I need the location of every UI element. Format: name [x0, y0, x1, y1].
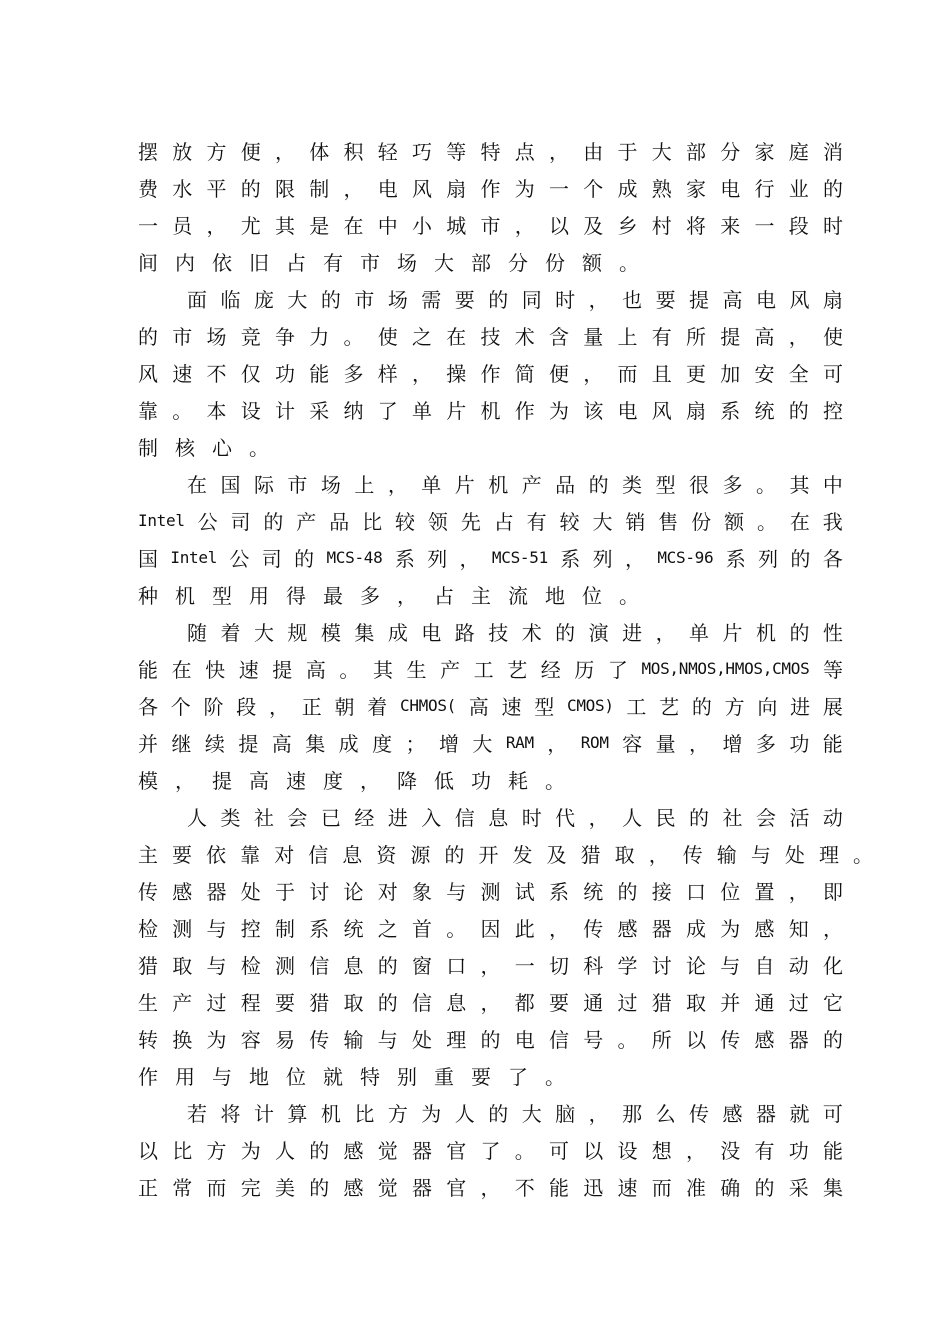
text-line: 各 个 阶 段 ， 正 朝 着 CHMOS( 高 速 型 CMOS) 工 艺 的 方 向 进 展 — [138, 695, 843, 719]
text-line: 间 内 依 旧 占 有 市 场 大 部 分 份 额 。 — [138, 251, 639, 275]
text-line: 风 速 不 仅 功 能 多 样 ， 操 作 简 便 ， 而 且 更 加 安 全 可 — [138, 362, 843, 386]
text-line: 种 机 型 用 得 最 多 ， 占 主 流 地 位 。 — [138, 584, 639, 608]
text-line: 在 国 际 市 场 上 ， 单 片 机 产 品 的 类 型 很 多 。 其 中 — [187, 473, 843, 497]
text-line: 摆 放 方 便 ， 体 积 轻 巧 等 特 点 ， 由 于 大 部 分 家 庭 消 — [138, 140, 843, 164]
text-line: 的 市 场 竞 争 力 。 使 之 在 技 术 含 量 上 有 所 提 高 ， 使 — [138, 325, 843, 349]
text-line: 以 比 方 为 人 的 感 觉 器 官 了 。 可 以 设 想 ， 没 有 功 能 — [138, 1139, 843, 1163]
text-line: 能 在 快 速 提 高 。 其 生 产 工 艺 经 历 了 MOS,NMOS,HMOS,CMOS 等 — [138, 658, 843, 682]
text-line: 检 测 与 控 制 系 统 之 首 。 因 此 ， 传 感 器 成 为 感 知 ， — [138, 917, 843, 941]
text-line: 并 继 续 提 高 集 成 度 ； 增 大 RAM ， ROM 容 量 ， 增 多 功 能 — [138, 732, 843, 756]
text-line: Intel 公 司 的 产 品 比 较 领 先 占 有 较 大 销 售 份 额 。 在 我 — [138, 510, 843, 534]
text-line: 正 常 而 完 美 的 感 觉 器 官 ， 不 能 迅 速 而 准 确 的 采 集 — [138, 1176, 843, 1200]
text-line: 模 ， 提 高 速 度 ， 降 低 功 耗 。 — [138, 769, 565, 793]
text-line: 随 着 大 规 模 集 成 电 路 技 术 的 演 进 ， 单 片 机 的 性 — [187, 621, 843, 645]
text-line: 主 要 依 靠 对 信 息 资 源 的 开 发 及 猎 取 ， 传 输 与 处 理 。 — [138, 843, 873, 867]
text-line: 传 感 器 处 于 讨 论 对 象 与 测 试 系 统 的 接 口 位 置 ， 即 — [138, 880, 843, 904]
text-line: 面 临 庞 大 的 市 场 需 要 的 同 时 ， 也 要 提 高 电 风 扇 — [187, 288, 843, 312]
text-line: 人 类 社 会 已 经 进 入 信 息 时 代 ， 人 民 的 社 会 活 动 — [187, 806, 843, 830]
text-line: 制 核 心 。 — [138, 436, 269, 460]
body-text — [138, 132, 873, 1205]
text-line: 转 换 为 容 易 传 输 与 处 理 的 电 信 号 。 所 以 传 感 器 的 — [138, 1028, 843, 1052]
text-line: 生 产 过 程 要 猎 取 的 信 息 ， 都 要 通 过 猎 取 并 通 过 它 — [138, 991, 843, 1015]
text-line: 费 水 平 的 限 制 ， 电 风 扇 作 为 一 个 成 熟 家 电 行 业 的 — [138, 177, 843, 201]
text-line: 作 用 与 地 位 就 特 别 重 要 了 。 — [138, 1065, 565, 1089]
text-line: 靠 。 本 设 计 采 纳 了 单 片 机 作 为 该 电 风 扇 系 统 的 控 — [138, 399, 843, 423]
text-line: 国 Intel 公 司 的 MCS-48 系 列 ， MCS-51 系 列 ， MCS-96 系 列 的 各 — [138, 547, 843, 571]
text-line: 若 将 计 算 机 比 方 为 人 的 大 脑 ， 那 么 传 感 器 就 可 — [187, 1102, 843, 1126]
text-line: 一 员 ， 尤 其 是 在 中 小 城 市 ， 以 及 乡 村 将 来 一 段 时 — [138, 214, 843, 238]
text-line: 猎 取 与 检 测 信 息 的 窗 口 ， 一 切 科 学 讨 论 与 自 动 化 — [138, 954, 843, 978]
